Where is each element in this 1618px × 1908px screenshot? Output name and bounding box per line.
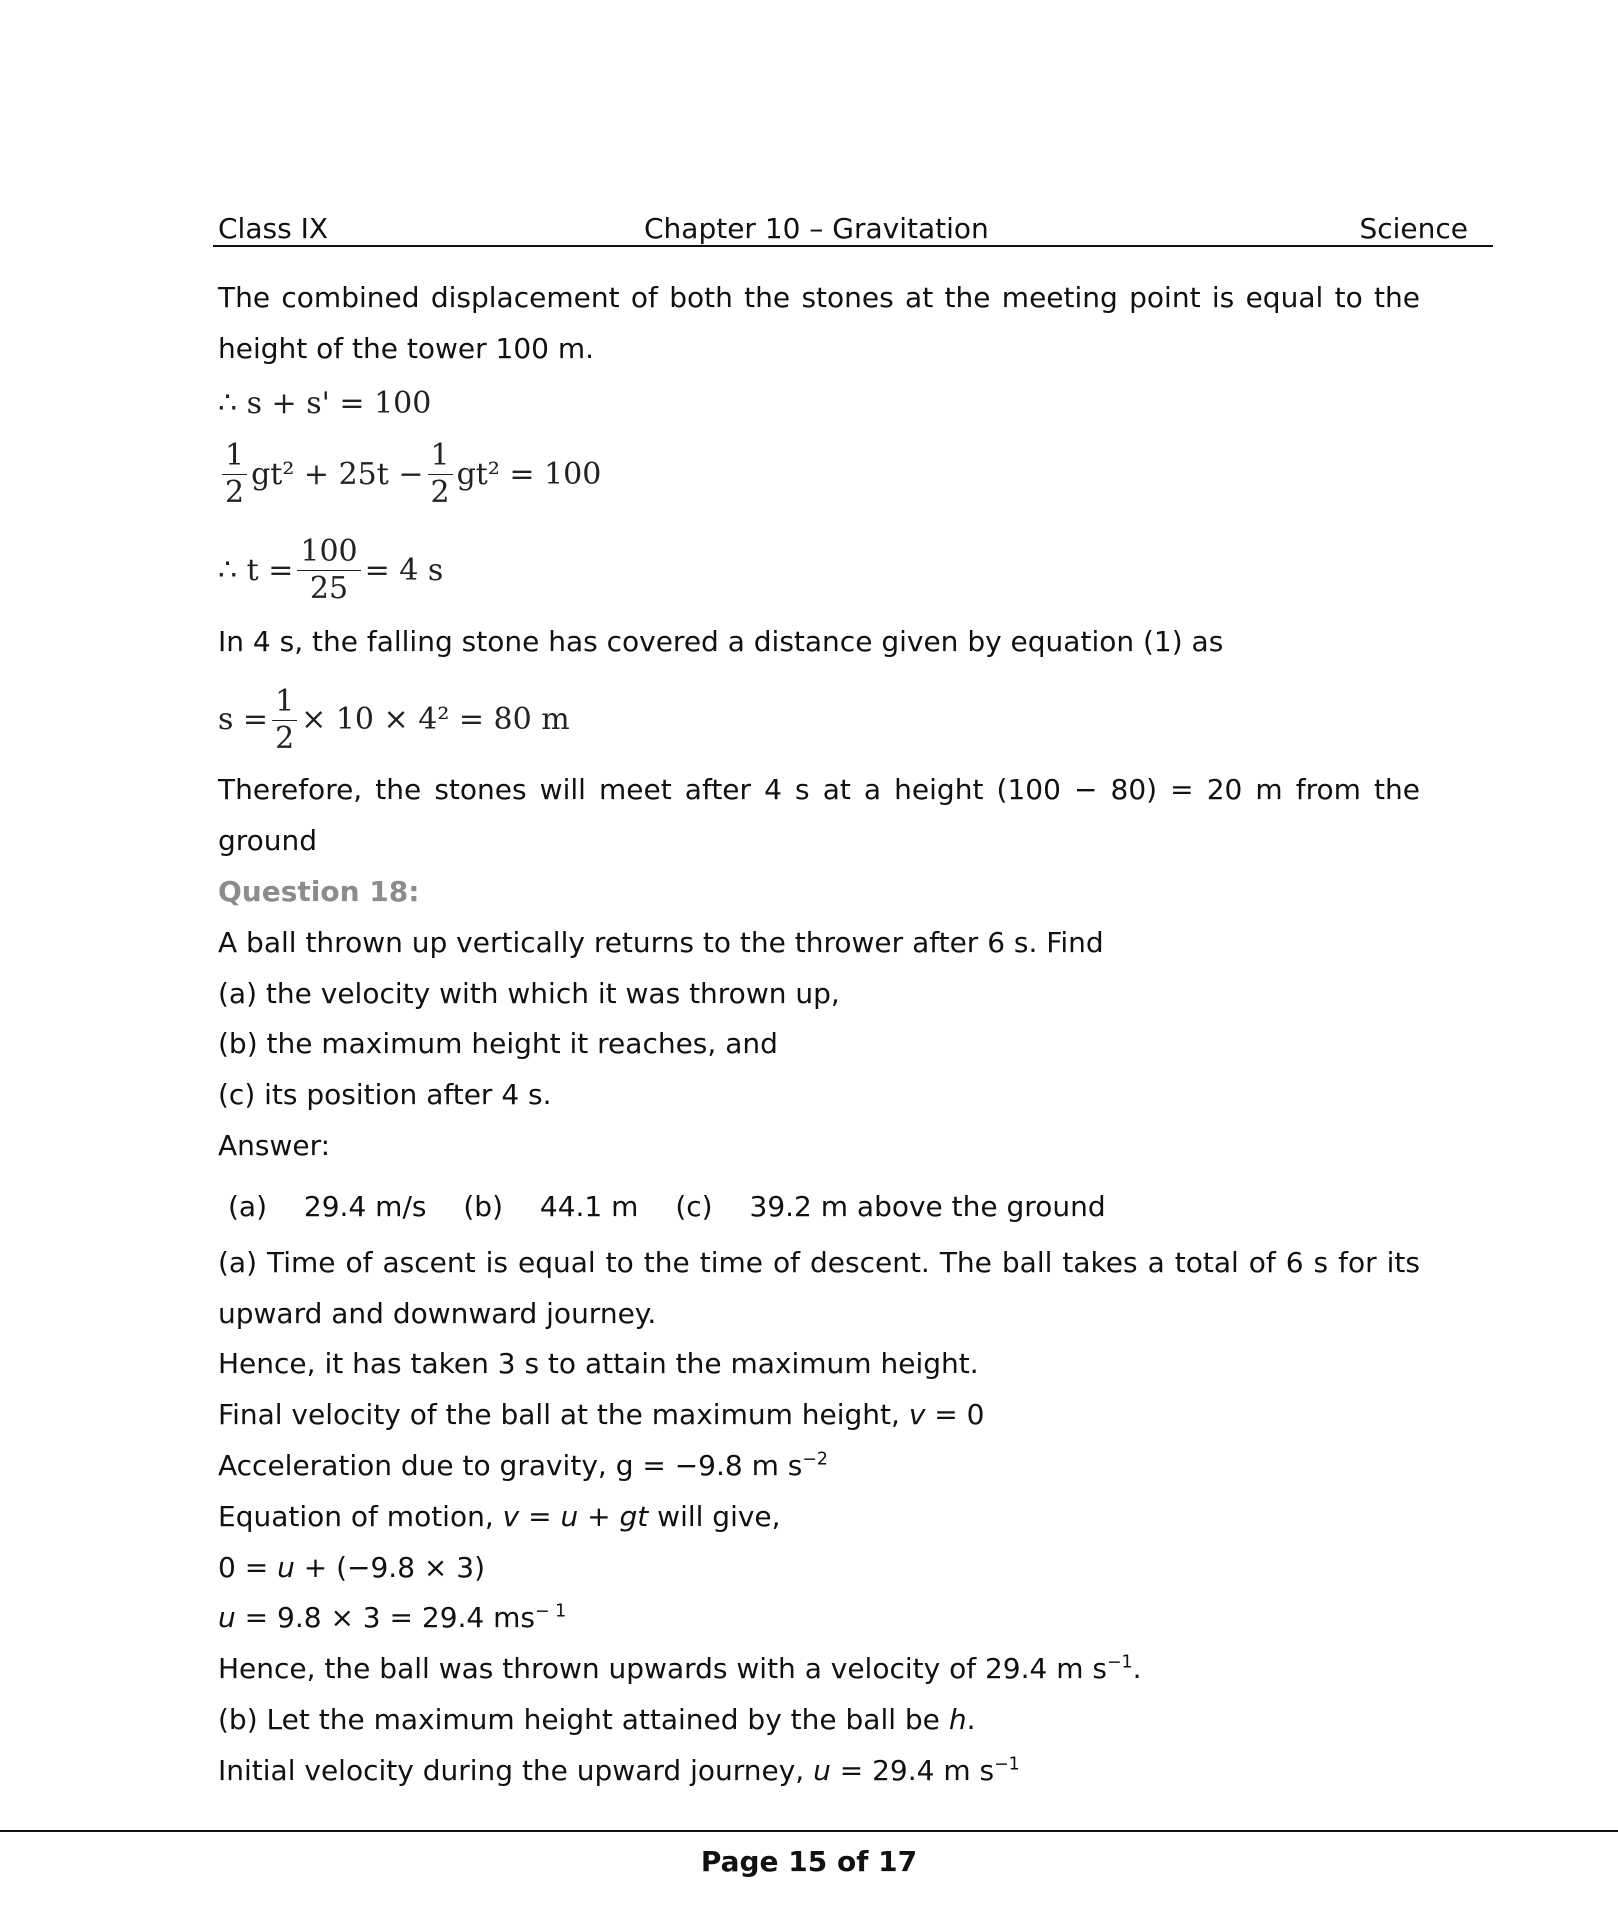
answer-part-label: (b)	[463, 1189, 503, 1223]
fraction-half: $\frac{1}{2}$	[222, 441, 247, 508]
equation-text: s =	[218, 702, 269, 738]
header-subject: Science	[1359, 212, 1468, 245]
question-line: (b) the maximum height it reaches, and	[218, 1027, 778, 1061]
paragraph-line: Therefore, the stones will meet after 4 s at a height (100 − 80) = 20 m from the	[218, 773, 1420, 807]
paragraph-line: 0 = u + (−9.8 × 3)	[218, 1550, 486, 1584]
equation-text: ∴ s + s' = 100	[218, 385, 432, 421]
equation-sum	[218, 379, 1420, 429]
page-number: Page 15 of 17	[700, 1845, 918, 1878]
answer-label: Answer:	[218, 1128, 331, 1162]
equation-distance	[218, 671, 1420, 769]
fraction-half: $\frac{1}{2}$	[428, 441, 453, 508]
paragraph-line: In 4 s, the falling stone has covered a distance given by equation (1) as	[218, 624, 1224, 658]
question-line: (c) its position after 4 s.	[218, 1078, 552, 1112]
equation-text: gt² = 100	[456, 456, 602, 492]
equation-displacements	[218, 429, 1420, 521]
paragraph-line: Final velocity of the ball at the maximum height, v = 0	[218, 1398, 985, 1432]
question-line: A ball thrown up vertically returns to the thrower after 6 s. Find	[218, 925, 1104, 959]
fraction-half: $\frac{1}{2}$	[272, 687, 297, 754]
paragraph-line: Acceleration due to gravity, g = −9.8 m $s^{-2}$	[218, 1448, 828, 1482]
page-content	[218, 277, 1420, 1801]
answer-part-label: (c)	[675, 1189, 713, 1223]
paragraph-line: Hence, the ball was thrown upwards with a velocity of 29.4 m $s^{-1}$.	[218, 1652, 1142, 1686]
question-line: (a) the velocity with which it was thrown up,	[218, 976, 840, 1010]
paragraph-line: Initial velocity during the upward journey, u = 29.4 m $s^{-1}$	[218, 1753, 1020, 1787]
paragraph-line: height of the tower 100 m.	[218, 331, 595, 365]
paragraph-line: upward and downward journey.	[218, 1296, 657, 1330]
paragraph-line: u = 9.8 × 3 = 29.4 $ms^{- 1}$	[218, 1601, 567, 1635]
equation-text: = 4 s	[364, 552, 444, 588]
paragraph-line: (a) Time of ascent is equal to the time of descent. The ball takes a total of 6 s for its	[218, 1245, 1420, 1279]
answer-summary	[218, 1176, 1420, 1242]
question-title: Question 18:	[218, 874, 420, 908]
paragraph-line: Hence, it has taken 3 s to attain the maximum height.	[218, 1347, 979, 1381]
equation-text: × 10 × 4² = 80 m	[301, 702, 570, 738]
paragraph-line: Equation of motion, v = u + gt will give,	[218, 1499, 781, 1533]
equation-text: ∴ t =	[218, 552, 294, 588]
paragraph-line: The combined displacement of both the stones at the meeting point is equal to the	[218, 281, 1420, 314]
page-header	[213, 205, 1493, 247]
header-chapter: Chapter 10 – Gravitation	[644, 212, 989, 245]
equation-time	[218, 521, 1420, 621]
fraction-time: $\frac{100}{25}$	[297, 537, 360, 604]
equation-text: gt² + 25t −	[251, 456, 424, 492]
answer-part-label: (a)	[228, 1189, 268, 1223]
paragraph-line: (b) Let the maximum height attained by the ball be h.	[218, 1702, 976, 1736]
answer-value: 29.4 m/s	[303, 1189, 427, 1223]
answer-value: 44.1 m	[539, 1189, 639, 1223]
header-class: Class IX	[218, 212, 329, 245]
footer-divider	[0, 1830, 1618, 1832]
paragraph-line: ground	[218, 824, 318, 858]
answer-value: 39.2 m above the ground	[749, 1189, 1106, 1223]
